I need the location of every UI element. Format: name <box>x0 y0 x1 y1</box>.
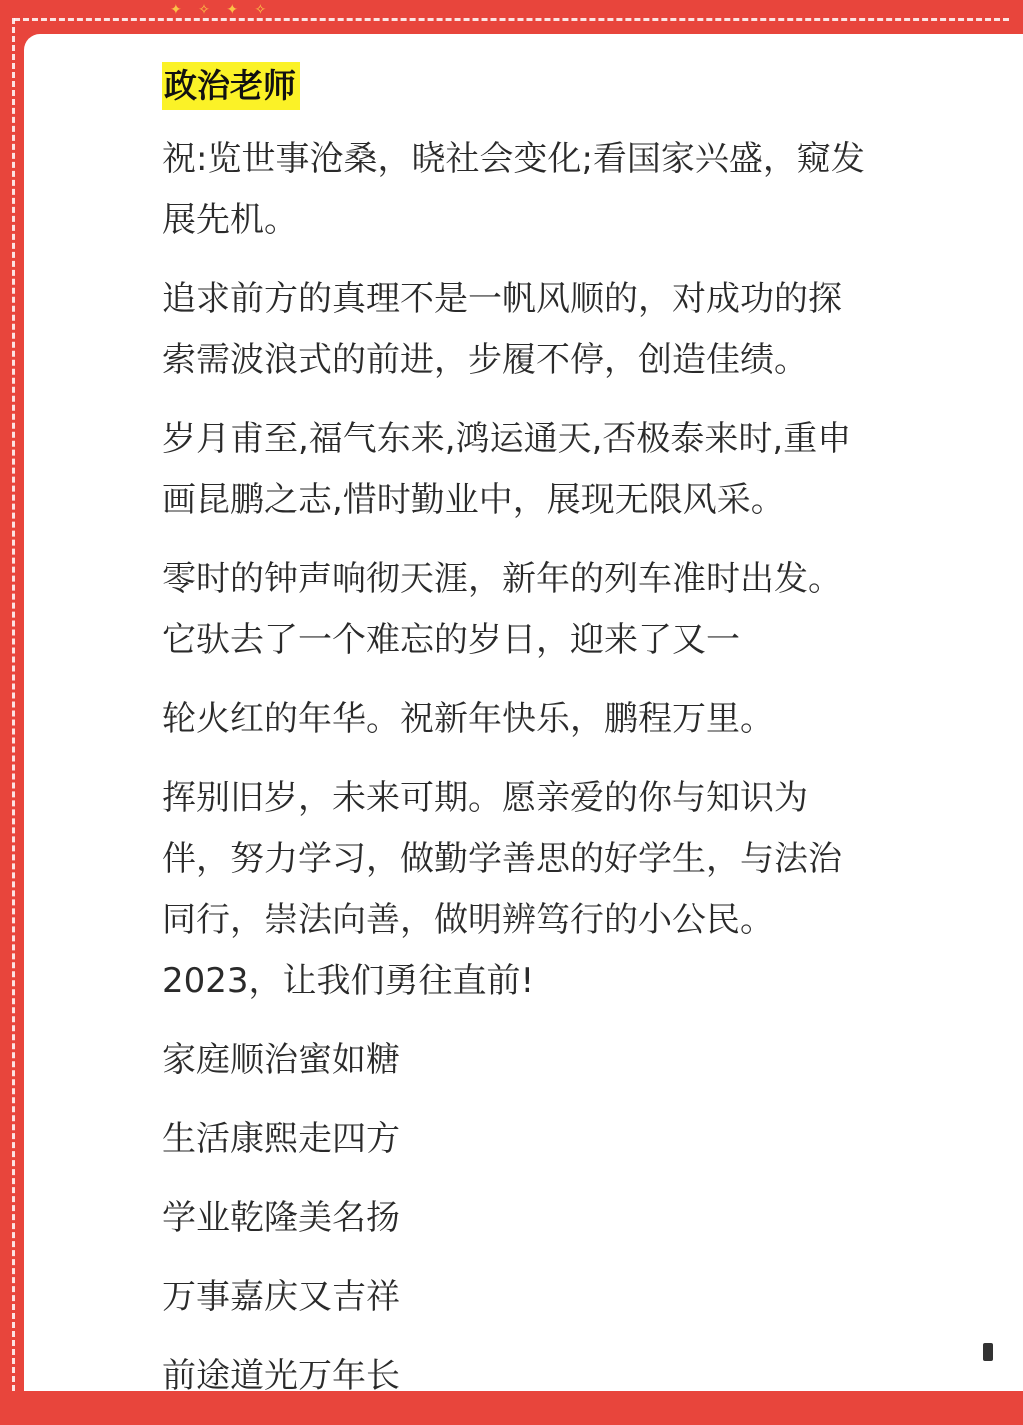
paragraph-2: 追求前方的真理不是一帆风顺的，对成功的探 索需波浪式的前进，步履不停，创造佳绩。 <box>162 279 842 380</box>
frame-dashed-border-top <box>14 18 1009 21</box>
paragraph-5: 轮火红的年华。祝新年快乐，鹏程万里。 <box>162 699 774 739</box>
paragraph-4: 零时的钟声响彻天涯，新年的列车准时出发。 它驮去了一个难忘的岁日，迎来了又一 <box>162 559 842 660</box>
paper-card <box>24 34 1023 1396</box>
greeting-content <box>162 56 962 1425</box>
frame-dashed-border-left <box>12 18 15 1391</box>
couplet-line-4: 万事嘉庆又吉祥 <box>162 1277 400 1317</box>
paragraph-3: 岁月甫至,福气东来,鸿运通天,否极泰来时,重申 画昆鹏之志,惜时勤业中，展现无限风采。 <box>162 419 852 520</box>
watermark <box>833 1341 993 1365</box>
couplet-line-5: 前途道光万年长 <box>162 1356 400 1396</box>
couplet-line-2: 生活康熙走四方 <box>162 1119 400 1159</box>
paragraph-1: 祝:览世事沧桑，晓社会变化;看国家兴盛，窥发 展先机。 <box>162 139 865 240</box>
couplet-line-3: 学业乾隆美名扬 <box>162 1198 400 1238</box>
paragraph-6: 挥别旧岁，未来可期。愿亲爱的你与知识为 伴，努力学习，做勤学善思的好学生，与法治 同行，崇法向善，做明辨笃行的小公民。 2023，让我们勇往直前! <box>162 778 842 1001</box>
couplet-line-1: 家庭顺治蜜如糖 <box>162 1040 400 1080</box>
sparkle-decoration: ✦ ✧ ✦ ✧ <box>170 2 273 18</box>
watermark-mark-icon <box>983 1343 993 1361</box>
page-title: 政治老师 <box>162 62 300 110</box>
